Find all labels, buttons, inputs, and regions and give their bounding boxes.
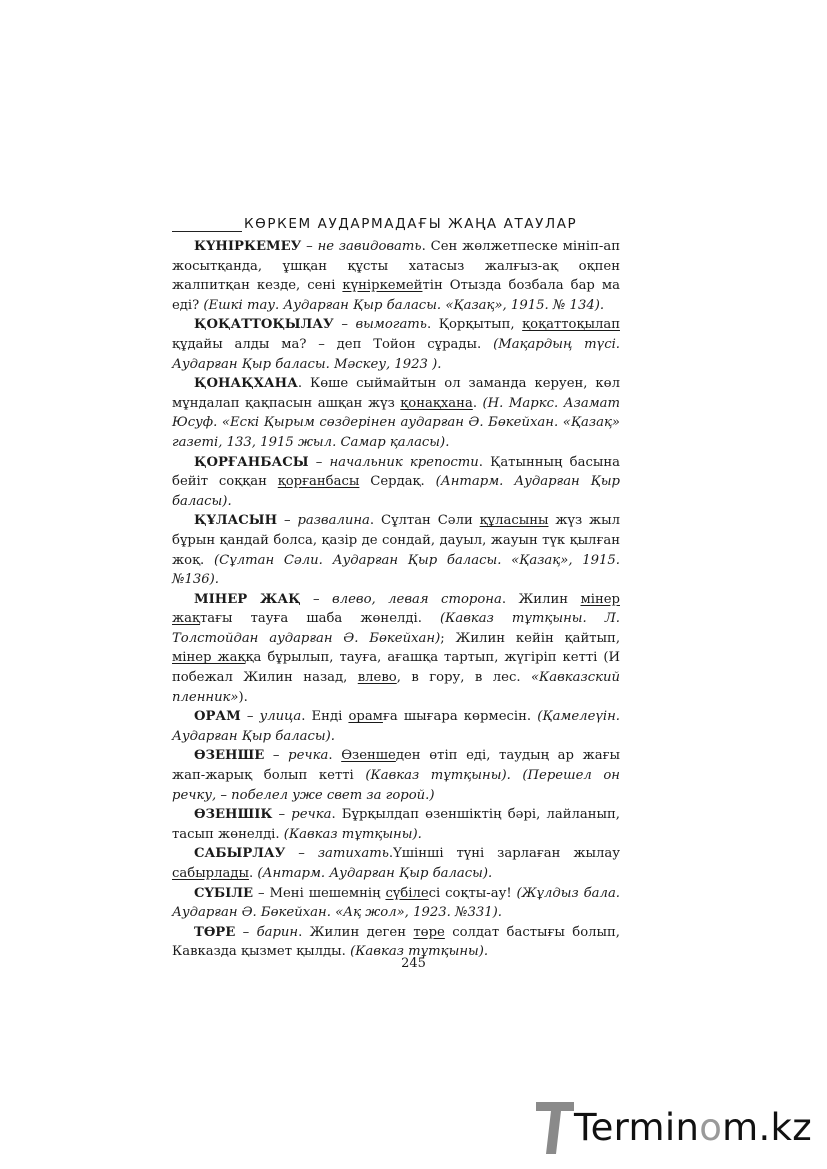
- entry-text: . Бұрқылдап өзеншіктің бәрі, лайланып, тасып жөнелді.: [172, 807, 620, 842]
- entry-text: –: [285, 846, 318, 862]
- entry-italic-text: (Кавказ тұтқыны. Л. Толстойдан аударған Ә. Бөкейхан): [172, 611, 620, 646]
- entry-underlined-term: орам: [348, 709, 383, 725]
- entry-text: . Сұлтан Сәли: [369, 513, 480, 529]
- entry-underlined-term: мінер жақ: [172, 650, 246, 666]
- header-title: КӨРКЕМ АУДАРМАДАҒЫ ЖАҢА АТАУЛАР: [244, 216, 578, 232]
- dictionary-entry: [172, 844, 620, 883]
- entry-text: .: [472, 395, 483, 411]
- dictionary-entry: [172, 590, 620, 708]
- dictionary-entry: [172, 315, 620, 374]
- entry-text: . Көше сыймайтын ол заманда керуен, көл мұндалап қақпасын ашқан жүз: [172, 376, 620, 411]
- entry-text: ға шығара көрмесін.: [382, 709, 538, 725]
- dictionary-entry: [172, 453, 620, 512]
- entry-text: –: [264, 748, 289, 764]
- entry-text: ден өтіп еді, таудың ар жағы жап-жарық болып кетті: [172, 748, 620, 784]
- termincom-logo: [528, 1100, 818, 1156]
- entry-text: .Үшінші түні зарлаған жылау: [388, 846, 621, 862]
- entry-text: . Сен жөлжетпеске мініп-ап жосытқанда, ұшқан құсты хатасыз жалғыз-ақ оқпен жалпитқан кезде, сені: [172, 239, 620, 294]
- entry-text: . Жилин деген: [298, 924, 414, 940]
- entry-headword: КҮНІРКЕМЕУ: [194, 239, 302, 254]
- dictionary-entries: [172, 237, 620, 962]
- entry-text: –: [308, 454, 330, 470]
- entry-headword: САБЫРЛАУ: [194, 846, 286, 862]
- entry-italic-text: (Сұлтан Сәли. Аударған Қыр баласы. «Қазақ», 1915. №136).: [172, 552, 620, 588]
- dictionary-entry: [172, 707, 620, 746]
- entry-italic-text: (Жұлдыз бала. Аударған Ә. Бөкейхан. «Ақ жол», 1923. №331).: [172, 885, 620, 921]
- entry-underlined-term: қоқаттоқылап: [522, 317, 620, 333]
- entry-text: . Жилин: [501, 591, 581, 607]
- entry-headword: МІНЕР ЖАҚ: [194, 591, 301, 607]
- entry-underlined-term: сүбіле: [385, 885, 429, 901]
- running-header: [172, 212, 620, 232]
- entry-text: жүз жыл бұрын қандай болса, қазір де сондай, дауыл, жауын түк қылған жоқ.: [172, 513, 621, 568]
- entry-headword: ӨЗЕНШЕ: [194, 748, 265, 764]
- dictionary-entry: [172, 884, 620, 923]
- entry-underlined-term: қонақхана: [400, 395, 473, 411]
- entry-text: –: [235, 924, 257, 940]
- entry-underlined-term: қорғанбасы: [277, 474, 360, 490]
- entry-text: . Енді: [301, 709, 349, 725]
- entry-headword: ҚҰЛАСЫН: [194, 513, 278, 529]
- logo-text-main: Termin: [574, 1106, 700, 1149]
- entry-italic-text: (Ешкі тау. Аударған Қыр баласы. «Қазақ», 1915. № 134).: [203, 297, 605, 313]
- entry-text: тін Отызда бозбала бар ма еді?: [172, 278, 620, 313]
- entry-text: .: [328, 748, 342, 764]
- entry-italic-text: не завидовать: [317, 239, 422, 254]
- entry-italic-text: вымогать: [355, 317, 427, 333]
- entry-text: . Қатынның басына бейіт соққан: [172, 454, 620, 490]
- entry-underlined-term: төре: [413, 924, 445, 940]
- entry-italic-text: (Қамелеүін. Аударған Қыр баласы).: [172, 709, 620, 744]
- entry-italic-text: (Антарм. Аударған Қыр баласы).: [257, 866, 493, 881]
- header-rule: [172, 217, 242, 232]
- entry-italic-text: речка: [288, 748, 329, 764]
- entry-text: –: [277, 513, 298, 529]
- entry-italic-text: начальник крепости: [329, 454, 479, 470]
- dictionary-entry: [172, 511, 620, 589]
- entry-italic-text: развалина: [297, 513, 370, 529]
- entry-text: солдат бастығы болып, Кавказда қызмет қылды.: [172, 924, 620, 960]
- entry-headword: СҮБІЛЕ: [194, 885, 254, 901]
- entry-headword: ҚОҚАТТОҚЫЛАУ: [194, 317, 334, 333]
- entry-italic-text: улица: [259, 709, 302, 725]
- entry-underlined-term: мінер жақ: [172, 591, 620, 627]
- entry-italic-text: (Антарм. Аударған Қыр баласы).: [172, 474, 620, 509]
- dictionary-entry: [172, 237, 620, 315]
- entry-text: Сердақ.: [359, 474, 436, 490]
- entry-headword: ҚОРҒАНБАСЫ: [194, 454, 309, 470]
- entry-italic-text: затихать: [317, 846, 389, 862]
- entry-text: –: [272, 807, 292, 823]
- entry-text: тағы тауға шаба жөнелді.: [200, 611, 440, 627]
- entry-text: .: [248, 866, 258, 881]
- entry-text: . Қорқытып,: [427, 317, 523, 333]
- entry-headword: ҚОНАҚХАНА: [194, 376, 298, 392]
- entry-italic-text: (Кавказ тұтқыны). (Перешел он речку, – побелел уже свет за горой.): [172, 768, 620, 803]
- entry-text: – Мені шешемнің: [253, 885, 386, 901]
- entry-italic-text: влево, левая сторона: [332, 591, 502, 607]
- entry-text: –: [301, 239, 318, 254]
- entry-headword: ӨЗЕНШІК: [194, 807, 273, 823]
- entry-underlined-term: Өзенше: [341, 748, 396, 764]
- entry-italic-text: (Н. Маркс. Азамат Юсуф. «Ескі Қырым сөздерінен аударған Ә. Бөкейхан. «Қазақ» газеті, 133, 1915 жыл. Самар қаласы).: [172, 395, 621, 450]
- entry-text: қа бұрылып, тауға, ағашқа тартып, жүгіріп кетті (И побежал Жилин назад,: [172, 650, 620, 686]
- entry-text: ; Жилин кейін қайтып,: [440, 630, 621, 646]
- entry-italic-text: (Мақардың түсі. Аударған Қыр баласы. Мәскеу, 1923 ).: [172, 336, 620, 372]
- entry-italic-text: речка: [291, 807, 332, 823]
- entry-text: –: [240, 709, 260, 725]
- entry-headword: ОРАМ: [194, 709, 241, 725]
- entry-italic-text: (Кавказ тұтқыны).: [350, 944, 489, 960]
- logo-t-icon: [534, 1100, 576, 1156]
- dictionary-entry: [172, 374, 620, 452]
- dictionary-entry: [172, 746, 620, 805]
- entry-italic-text: «Кавказский пленник»: [172, 670, 620, 705]
- entry-underlined-term: құласыны: [479, 513, 549, 529]
- entry-text: құдайы алды ма? – деп Тойон сұрады.: [172, 336, 494, 352]
- entry-text: –: [333, 317, 356, 333]
- logo-text: [574, 1108, 812, 1148]
- dictionary-entry: [172, 805, 620, 844]
- entry-text: , в гору, в лес.: [396, 670, 531, 686]
- logo-text-rest: m.kz: [722, 1106, 813, 1149]
- entry-text: –: [300, 591, 333, 607]
- entry-text: сі соқты-ау!: [428, 885, 517, 901]
- entry-text: ).: [238, 689, 248, 705]
- entry-underlined-term: влево: [357, 670, 397, 686]
- entry-underlined-term: сабырлады: [172, 866, 249, 881]
- entry-underlined-term: күніркемей: [342, 278, 423, 294]
- logo-text-o: o: [699, 1106, 723, 1149]
- entry-italic-text: (Кавказ тұтқыны).: [283, 826, 422, 842]
- entry-headword: ТӨРЕ: [194, 924, 236, 940]
- entry-italic-text: барин: [256, 924, 299, 940]
- page-number: 245: [401, 956, 426, 971]
